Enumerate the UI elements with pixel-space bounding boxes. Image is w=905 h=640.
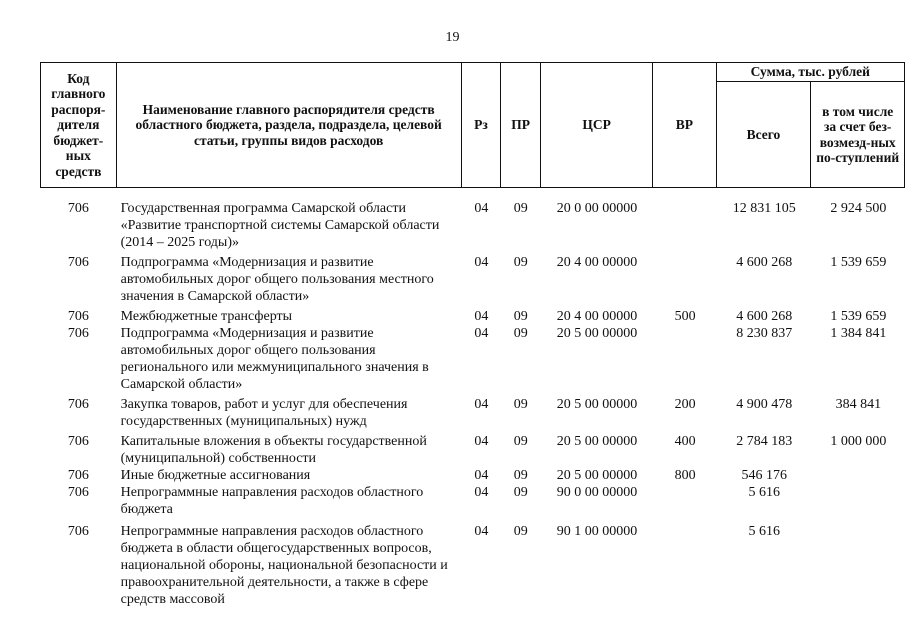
row-vr [654, 484, 717, 523]
row-pr: 09 [513, 485, 528, 500]
table-row [40, 433, 905, 467]
row-pr: 09 [513, 468, 528, 483]
row-name: Непрограммные направления расходов областного бюджета [120, 485, 424, 517]
table-row [40, 467, 905, 484]
row-csr: 90 1 00 00000 [556, 524, 638, 539]
header-sum-title: Сумма, тыс. рублей [716, 63, 904, 82]
header-vr: ВР [653, 63, 716, 188]
row-grant: 2 924 500 [830, 201, 887, 216]
row-total: 12 831 105 [732, 201, 796, 216]
row-code: 706 [67, 468, 89, 483]
row-csr: 20 5 00 00000 [556, 468, 638, 483]
row-total: 4 600 268 [736, 309, 793, 324]
row-total: 2 784 183 [736, 434, 793, 449]
header-code: Код главного распоря-дителя бюджет-ных средств [41, 63, 117, 188]
table-row [40, 325, 905, 396]
table-row [40, 523, 905, 608]
row-pr: 09 [513, 524, 528, 539]
table-row [40, 484, 905, 523]
row-total: 4 900 478 [736, 397, 793, 412]
row-csr: 90 0 00 00000 [556, 485, 638, 500]
table-row [40, 308, 905, 325]
row-total: 5 616 [748, 485, 780, 500]
header-csr: ЦСР [540, 63, 652, 188]
row-csr: 20 5 00 00000 [556, 397, 638, 412]
row-rz: 04 [474, 326, 489, 341]
row-name: Государственная программа Самарской области «Развитие транспортной системы Самарской области (2014 – 2025 годы)» [120, 201, 440, 250]
row-pr: 09 [513, 201, 528, 216]
row-total: 546 176 [741, 468, 787, 483]
row-rz: 04 [474, 201, 489, 216]
row-code: 706 [67, 201, 89, 216]
table-row [40, 254, 905, 308]
row-rz: 04 [474, 309, 489, 324]
row-rz: 04 [474, 434, 489, 449]
header-rz: Рз [461, 63, 501, 188]
row-name: Межбюджетные трансферты [120, 309, 293, 324]
row-vr [654, 200, 717, 254]
row-total: 4 600 268 [736, 255, 793, 270]
page-number: 19 [445, 30, 460, 45]
row-name: Подпрограмма «Модернизация и развитие автомобильных дорог общего пользования регионального или межмуниципального значения в Самарской области» [120, 326, 429, 392]
row-pr: 09 [513, 434, 528, 449]
row-pr: 09 [513, 309, 528, 324]
row-name: Непрограммные направления расходов областного бюджета в области общегосударственных вопросов, национальной обороны, национальной безопасности и правоохранительной деятельности, а также в сфере средств массовой [120, 524, 448, 607]
row-code: 706 [67, 309, 89, 324]
row-vr: 500 [674, 309, 696, 324]
row-code: 706 [67, 524, 89, 539]
header-pr: ПР [501, 63, 541, 188]
row-csr: 20 5 00 00000 [556, 434, 638, 449]
row-rz: 04 [474, 397, 489, 412]
row-rz: 04 [474, 485, 489, 500]
row-name: Закупка товаров, работ и услуг для обеспечения государственных (муниципальных) нужд [120, 397, 408, 429]
table-body [40, 200, 905, 608]
header-name: Наименование главного распорядителя средств областного бюджета, раздела, подраздела, целевой статьи, группы видов расходов [116, 63, 461, 188]
header-grant: в том числе за счет без-возмезд-ных по-ступлений [811, 82, 905, 188]
row-code: 706 [67, 397, 89, 412]
row-grant: 1 539 659 [830, 309, 887, 324]
row-grant: 1 384 841 [830, 326, 887, 341]
row-name: Капитальные вложения в объекты государственной (муниципальной) собственности [120, 434, 427, 466]
row-csr: 20 4 00 00000 [556, 309, 638, 324]
row-grant [812, 484, 905, 523]
row-code: 706 [67, 326, 89, 341]
row-name: Подпрограмма «Модернизация и развитие автомобильных дорог общего пользования местного значения в Самарской области» [120, 255, 434, 304]
row-grant: 1 539 659 [830, 255, 887, 270]
row-code: 706 [67, 255, 89, 270]
row-name: Иные бюджетные ассигнования [120, 468, 311, 483]
row-grant: 384 841 [835, 397, 882, 412]
row-rz: 04 [474, 468, 489, 483]
row-vr [654, 523, 717, 608]
table-row [40, 396, 905, 433]
row-code: 706 [67, 434, 89, 449]
row-vr: 400 [674, 434, 696, 449]
row-pr: 09 [513, 326, 528, 341]
table-row [40, 200, 905, 254]
row-vr: 200 [674, 397, 696, 412]
row-total: 8 230 837 [736, 326, 793, 341]
row-grant [812, 523, 905, 608]
row-csr: 20 4 00 00000 [556, 255, 638, 270]
row-pr: 09 [513, 397, 528, 412]
row-rz: 04 [474, 524, 489, 539]
row-grant [812, 467, 905, 484]
table-header [40, 62, 905, 188]
row-code: 706 [67, 485, 89, 500]
row-csr: 20 0 00 00000 [556, 201, 638, 216]
row-vr [654, 254, 717, 308]
row-csr: 20 5 00 00000 [556, 326, 638, 341]
row-rz: 04 [474, 255, 489, 270]
row-vr: 800 [674, 468, 696, 483]
row-pr: 09 [513, 255, 528, 270]
row-vr [654, 325, 717, 396]
row-total: 5 616 [748, 524, 780, 539]
header-total: Всего [716, 82, 811, 188]
row-grant: 1 000 000 [830, 434, 887, 449]
